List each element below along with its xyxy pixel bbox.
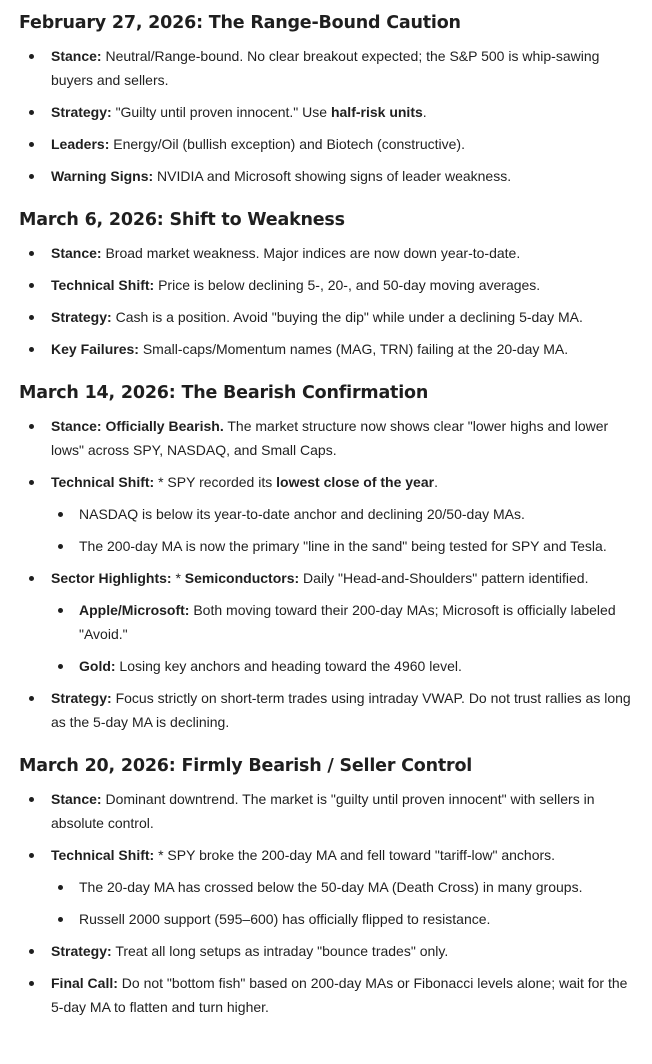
list-item [19,305,638,329]
list-item [19,337,638,361]
sub-list-item [51,534,638,558]
bullet-list [19,44,638,188]
item-label: Stance: [51,48,102,64]
section-mar-6 [19,205,638,361]
item-text: Small-caps/Momentum names (MAG, TRN) failing at the 20-day MA. [138,341,569,357]
list-item [19,686,638,734]
item-text: Neutral/Range-bound. No clear breakout expected; the S&P 500 is whip-sawing buyers and sellers. [51,48,600,88]
item-text: Energy/Oil (bullish exception) and Biotech (constructive). [109,136,465,152]
item-label: Stance: [51,245,102,261]
item-emphasis: half-risk units [330,104,423,120]
item-text: * SPY recorded its [154,474,277,490]
item-label: Key Failures: [51,341,139,357]
sub-list-item [51,907,638,931]
item-label: Warning Signs: [51,168,154,184]
sub-list-item [51,502,638,526]
item-text: Do not "bottom fish" based on 200-day MAs or Fibonacci levels alone; wait for the 5-day MA to flatten and turn higher. [51,975,628,1015]
item-label: Technical Shift: [51,847,155,863]
section-heading: February 27, 2026: The Range-Bound Caution [19,13,461,33]
item-text: Broad market weakness. Major indices are now down year-to-date. [101,245,521,261]
list-item [19,414,638,462]
sub-item-text: The 20-day MA has crossed below the 50-day MA (Death Cross) in many groups. [79,879,583,895]
section-heading: March 20, 2026: Firmly Bearish / Seller Control [19,756,473,776]
item-label: Technical Shift: [51,277,155,293]
section-mar-20 [19,751,638,1019]
list-item [19,100,638,124]
item-text: Focus strictly on short-term trades using intraday VWAP. Do not trust rallies as long as the 5-day MA is declining. [51,690,631,730]
item-label: Stance: Officially Bearish. [51,418,224,434]
sub-item-text: Losing key anchors and heading toward the 4960 level. [115,658,462,674]
list-item [19,132,638,156]
list-item [19,939,638,963]
item-text: NVIDIA and Microsoft showing signs of leader weakness. [153,168,512,184]
item-emphasis: lowest close of the year [276,474,435,490]
sub-bullet-list [51,598,638,678]
item-text: * SPY broke the 200-day MA and fell toward "tariff-low" anchors. [154,847,556,863]
sub-bullet-list [51,502,638,558]
item-label: Final Call: [51,975,118,991]
list-item [19,44,638,92]
sub-item-text: Both moving toward their 200-day MAs; Microsoft is officially labeled "Avoid." [79,602,616,642]
sub-list-item [51,654,638,678]
sub-item-text: Russell 2000 support (595–600) has officially flipped to resistance. [79,911,491,927]
sub-item-label: Apple/Microsoft: [79,602,190,618]
list-item [19,241,638,265]
list-item [19,164,638,188]
bullet-list [19,787,638,1019]
item-label: Strategy: [51,104,112,120]
sub-item-text: NASDAQ is below its year-to-date anchor and declining 20/50-day MAs. [79,506,525,522]
item-label: Strategy: [51,309,112,325]
list-item [19,470,638,558]
item-label: Strategy: [51,943,112,959]
list-item [19,273,638,297]
item-text: "Guilty until proven innocent." Use [111,104,331,120]
list-item [19,843,638,931]
item-text: Treat all long setups as intraday "bounce trades" only. [111,943,449,959]
section-feb-27 [19,8,638,188]
sub-item-label: Gold: [79,658,116,674]
bullet-list [19,414,638,734]
list-item [19,971,638,1019]
section-heading: March 14, 2026: The Bearish Confirmation [19,383,429,403]
sub-list-item [51,875,638,899]
list-item [19,787,638,835]
item-label: Leaders: [51,136,110,152]
item-text: The market structure now shows clear "lower highs and lower lows" across SPY, NASDAQ, and Small Caps. [51,418,609,458]
item-text: Dominant downtrend. The market is "guilty until proven innocent" with sellers in absolute control. [51,791,595,831]
item-label: Technical Shift: [51,474,155,490]
item-label: Stance: [51,791,102,807]
item-text-after: . [434,474,438,490]
section-heading: March 6, 2026: Shift to Weakness [19,210,345,230]
item-text: * [171,570,185,586]
item-text-after: Daily "Head-and-Shoulders" pattern identified. [299,570,589,586]
sub-item-text: The 200-day MA is now the primary "line in the sand" being tested for SPY and Tesla. [79,538,607,554]
bullet-list [19,241,638,361]
item-label: Strategy: [51,690,112,706]
item-text: Price is below declining 5-, 20-, and 50-day moving averages. [154,277,541,293]
item-label: Sector Highlights: [51,570,172,586]
item-text: Cash is a position. Avoid "buying the dip" while under a declining 5-day MA. [111,309,583,325]
item-text-after: . [422,104,427,120]
sub-bullet-list [51,875,638,931]
section-mar-14 [19,378,638,734]
sub-list-item [51,598,638,646]
item-emphasis: Semiconductors: [184,570,300,586]
list-item [19,566,638,678]
